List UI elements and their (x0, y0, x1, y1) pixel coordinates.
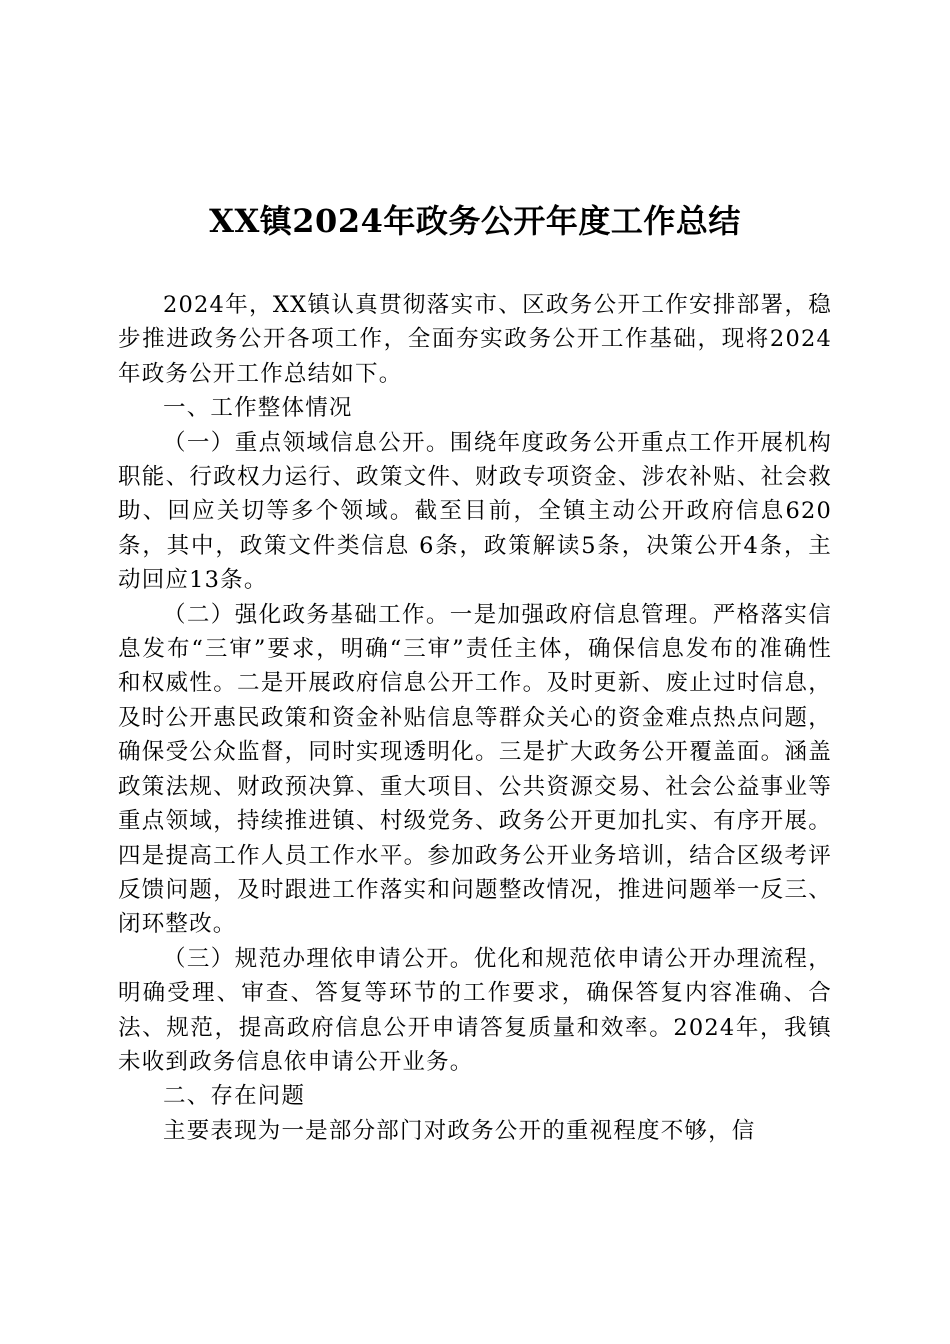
section-heading-problems: 二、存在问题 (163, 1083, 306, 1110)
paragraph-lead: （三）规范办理依申请公开。 (163, 945, 474, 972)
document-title: XX镇2024年政务公开年度工作总结 (209, 202, 741, 240)
intro-paragraph: 2024年，XX镇认真贯彻落实市、区政务公开工作安排部署，稳步推进政务公开各项工作，全面夯实政务公开工作基础，现将2024年政务公开工作总结如下。 (118, 292, 832, 387)
paragraph-application-disclosure (118, 942, 832, 1080)
paragraph-text: 一是加强政府信息管理。严格落实信息发布“三审”要求，明确“三审”责任主体，确保信息发布的准确性和权威性。二是开展政府信息公开工作。及时更新、废止过时信息，及时公开惠民政策和资金补贴信息等群众关心的资金难点热点问题，确保受公众监督，同时实现透明化。三是扩大政务公开覆盖面。涵盖政策法规、财政预决算、重大项目、公共资源交易、社会公益事业等重点领域，持续推进镇、村级党务、政务公开更加扎实、有序开展。四是提高工作人员工作水平。参加政务公开业务培训，结合区级考评反馈问题，及时跟进工作落实和问题整改情况，推进问题举一反三、闭环整改。 (118, 601, 832, 938)
paragraph-text: 围绕年度政务公开重点工作开展机构职能、行政权力运行、政策文件、财政专项资金、涉农补贴、社会救助、回应关切等多个领域。截至目前，全镇主动公开政府信息620条，其中，政策文件类信息 6条，政策解读5条，决策公开4条，主动回应13条。 (118, 429, 832, 594)
paragraph-lead: （一）重点领域信息公开。 (163, 429, 450, 456)
section-heading-overview: 一、工作整体情况 (163, 395, 353, 422)
paragraph-problems: 主要表现为一是部分部门对政务公开的重视程度不够，信 (163, 1117, 756, 1144)
paragraph-text: 优化和规范依申请公开办理流程，明确受理、审查、答复等环节的工作要求，确保答复内容准确、合法、规范，提高政府信息公开申请答复质量和效率。2024年，我镇未收到政务信息依申请公开业务。 (118, 945, 832, 1075)
document-body (118, 288, 832, 1148)
paragraph-basic-work (118, 598, 832, 942)
paragraph-lead: （二）强化政务基础工作。 (163, 601, 450, 628)
paragraph-key-areas (118, 426, 832, 598)
